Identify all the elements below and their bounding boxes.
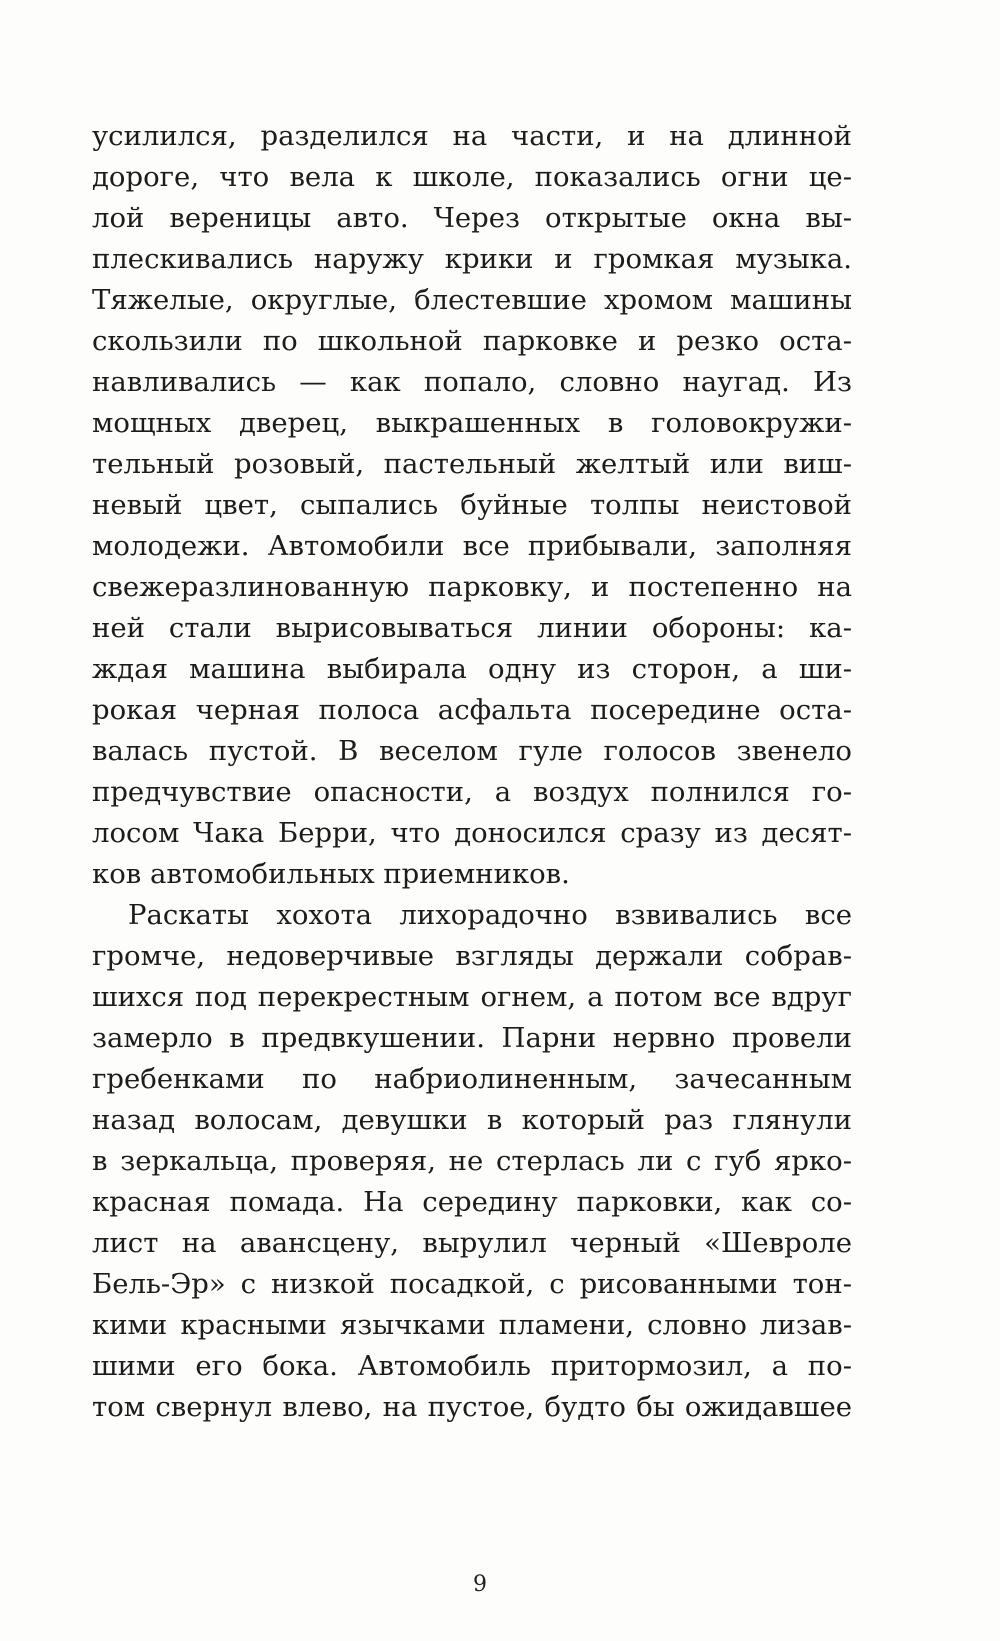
text-line: усилился, разделился на части, и на длинной <box>92 120 852 152</box>
text-line: предчувствие опасности, а воздух полнился го- <box>92 776 852 808</box>
text-line: ней стали вырисовываться линии обороны: ка- <box>92 612 852 644</box>
text-line: кими красными язычками пламени, словно лизав- <box>92 1309 852 1341</box>
text-line: Бель-Эр» с низкой посадкой, с рисованными тон- <box>92 1268 852 1300</box>
text-line: ков автомобильных приемников. <box>92 858 570 890</box>
text-line: скользили по школьной парковке и резко оста- <box>92 325 852 357</box>
text-line: в зеркальца, проверяя, не стерлась ли с губ ярко- <box>92 1145 852 1177</box>
text-line: тельный розовый, пастельный желтый или виш- <box>92 448 852 480</box>
text-line: свежеразлинованную парковку, и постепенно на <box>92 571 852 603</box>
text-line: рокая черная полоса асфальта посередине оста- <box>92 694 852 726</box>
text-line: шими его бока. Автомобиль притормозил, а по- <box>92 1350 852 1382</box>
text-line: том свернул влево, на пустое, будто бы ожидавшее <box>92 1391 852 1423</box>
text-line: лой вереницы авто. Через открытые окна вы- <box>92 202 852 234</box>
paragraph-2 <box>92 895 852 1428</box>
body-text <box>92 116 852 1428</box>
text-line: громче, недоверчивые взгляды держали собрав- <box>92 940 852 972</box>
text-line: замерло в предвкушении. Парни нервно провели <box>92 1022 852 1054</box>
text-line: молодежи. Автомобили все прибывали, заполняя <box>92 530 852 562</box>
text-line: лосом Чака Берри, что доносился сразу из десят- <box>92 817 852 849</box>
page-number: 9 <box>473 1572 487 1597</box>
text-line: дороге, что вела к школе, показались огни це- <box>92 161 852 193</box>
text-line: валась пустой. В веселом гуле голосов звенело <box>92 735 852 767</box>
paragraph-1 <box>92 116 852 895</box>
text-line: плескивались наружу крики и громкая музыка. <box>92 243 852 275</box>
text-line: лист на авансцену, вырулил черный «Шевроле <box>92 1227 852 1259</box>
text-line: назад волосам, девушки в который раз глянули <box>92 1104 852 1136</box>
text-line: Раскаты хохота лихорадочно взвивались все <box>128 899 852 931</box>
text-line: красная помада. На середину парковки, как со- <box>92 1186 852 1218</box>
text-line: навливались — как попало, словно наугад. Из <box>92 366 852 398</box>
text-line: Тяжелые, округлые, блестевшие хромом машины <box>92 284 852 316</box>
text-line: шихся под перекрестным огнем, а потом все вдруг <box>92 981 852 1013</box>
text-line: гребенками по набриолиненным, зачесанным <box>92 1063 852 1095</box>
text-line: ждая машина выбирала одну из сторон, а ши- <box>92 653 852 685</box>
text-line: мощных дверец, выкрашенных в головокружи- <box>92 407 852 439</box>
text-line: невый цвет, сыпались буйные толпы неистовой <box>92 489 852 521</box>
